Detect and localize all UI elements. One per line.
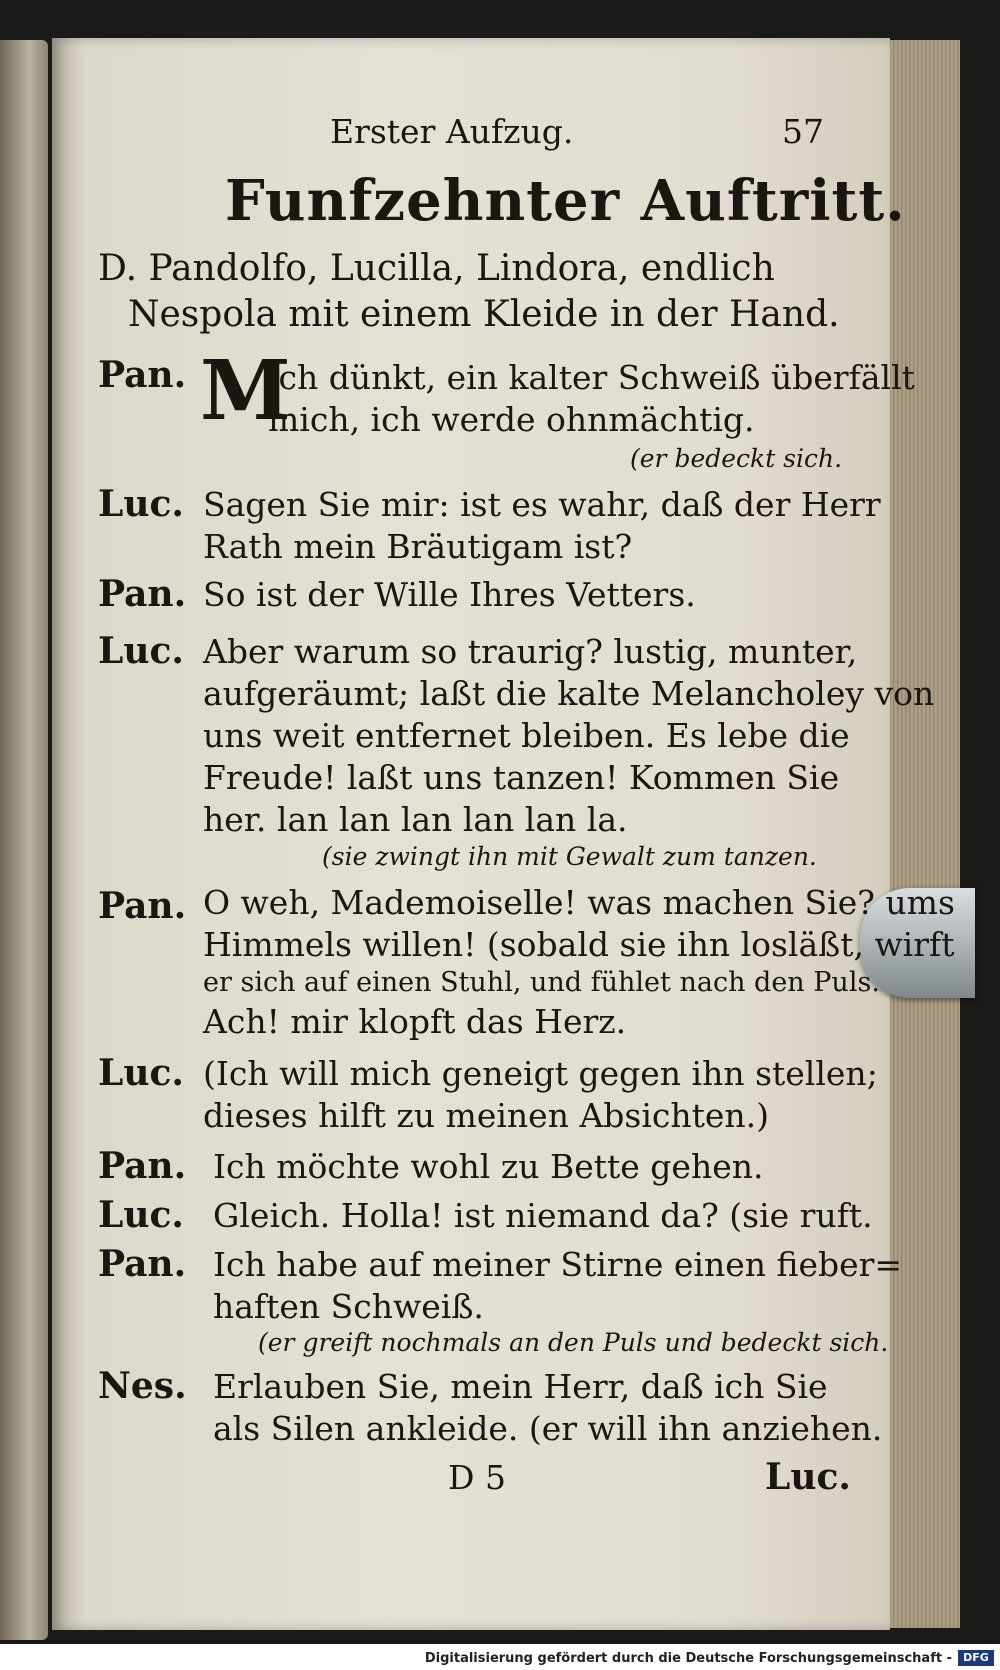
speaker-label: Luc. [98, 483, 184, 525]
catchword: Luc. [765, 1456, 851, 1498]
speaker-label: Nes. [98, 1365, 187, 1407]
dialogue-line: Ich möchte wohl zu Bette gehen. [213, 1147, 764, 1186]
speaker-label: Pan. [98, 573, 187, 615]
dialogue-line: dieses hilft zu meinen Absichten.) [203, 1096, 770, 1135]
dialogue-line: Ich habe auf meiner Stirne einen fieber= [213, 1245, 903, 1284]
signature-mark: D 5 [448, 1458, 506, 1497]
dialogue-line: er sich auf einen Stuhl, und fühlet nach den Puls. [203, 967, 880, 998]
dialogue-line: Erlauben Sie, mein Herr, daß ich Sie [213, 1367, 828, 1406]
dialogue-line: So ist der Wille Ihres Vetters. [203, 575, 696, 614]
page-stack-edge [890, 40, 960, 1628]
speaker-label: Pan. [98, 354, 187, 396]
dialogue-line: Gleich. Holla! ist niemand da? (sie ruft. [213, 1196, 873, 1235]
speaker-label: Pan. [98, 1145, 187, 1187]
dialogue-line: Sagen Sie mir: ist es wahr, daß der Herr [203, 485, 881, 524]
speaker-label: Luc. [98, 1194, 184, 1236]
stage-direction: (er greift nochmals an den Puls und bedeckt sich. [258, 1328, 889, 1357]
credit-text: Digitalisierung gefördert durch die Deutsche Forschungsgemeinschaft - [424, 1651, 952, 1666]
dialogue-line: O weh, Mademoiselle! was machen Sie? ums [203, 883, 955, 922]
adjacent-page-edge [0, 40, 48, 1640]
dialogue-line: Himmels willen! (sobald sie ihn losläßt, wirft [203, 925, 955, 964]
stage-direction: (sie zwingt ihn mit Gewalt zum tanzen. [322, 842, 817, 871]
dialogue-line: uns weit entfernet bleiben. Es lebe die [203, 716, 850, 755]
credit-bar [0, 1644, 1000, 1670]
cast-line-2: Nespola mit einem Kleide in der Hand. [128, 294, 840, 335]
cast-line-1: D. Pandolfo, Lucilla, Lindora, endlich [98, 248, 775, 289]
page-number: 57 [782, 112, 824, 151]
dialogue-line: haften Schweiß. [213, 1287, 484, 1326]
dialogue-line: Ach! mir klopft das Herz. [203, 1002, 627, 1041]
stage-direction: (er bedeckt sich. [630, 444, 843, 473]
dialogue-line: (Ich will mich geneigt gegen ihn stellen; [203, 1054, 878, 1093]
speaker-label: Luc. [98, 1052, 184, 1094]
dialogue-line: her. lan lan lan lan lan la. [203, 800, 628, 839]
dfg-logo[interactable]: DFG [958, 1650, 994, 1666]
scene-title: Funfzehnter Auftritt. [225, 168, 906, 234]
dialogue-line: aufgeräumt; laßt die kalte Melancholey von [203, 674, 935, 713]
dialogue-line: Aber warum so traurig? lustig, munter, [203, 632, 858, 671]
dialogue-line: ich dünkt, ein kalter Schweiß überfällt [268, 358, 915, 397]
dialogue-line: als Silen ankleide. (er will ihn anziehen. [213, 1409, 883, 1448]
dialogue-line: Freude! laßt uns tanzen! Kommen Sie [203, 758, 840, 797]
speaker-label: Luc. [98, 630, 184, 672]
running-title: Erster Aufzug. [330, 112, 574, 151]
dialogue-line: mich, ich werde ohnmächtig. [268, 400, 755, 439]
speaker-label: Pan. [98, 1243, 187, 1285]
drop-cap: M [200, 343, 291, 439]
speaker-label: Pan. [98, 885, 187, 927]
dialogue-line: Rath mein Bräutigam ist? [203, 527, 633, 566]
